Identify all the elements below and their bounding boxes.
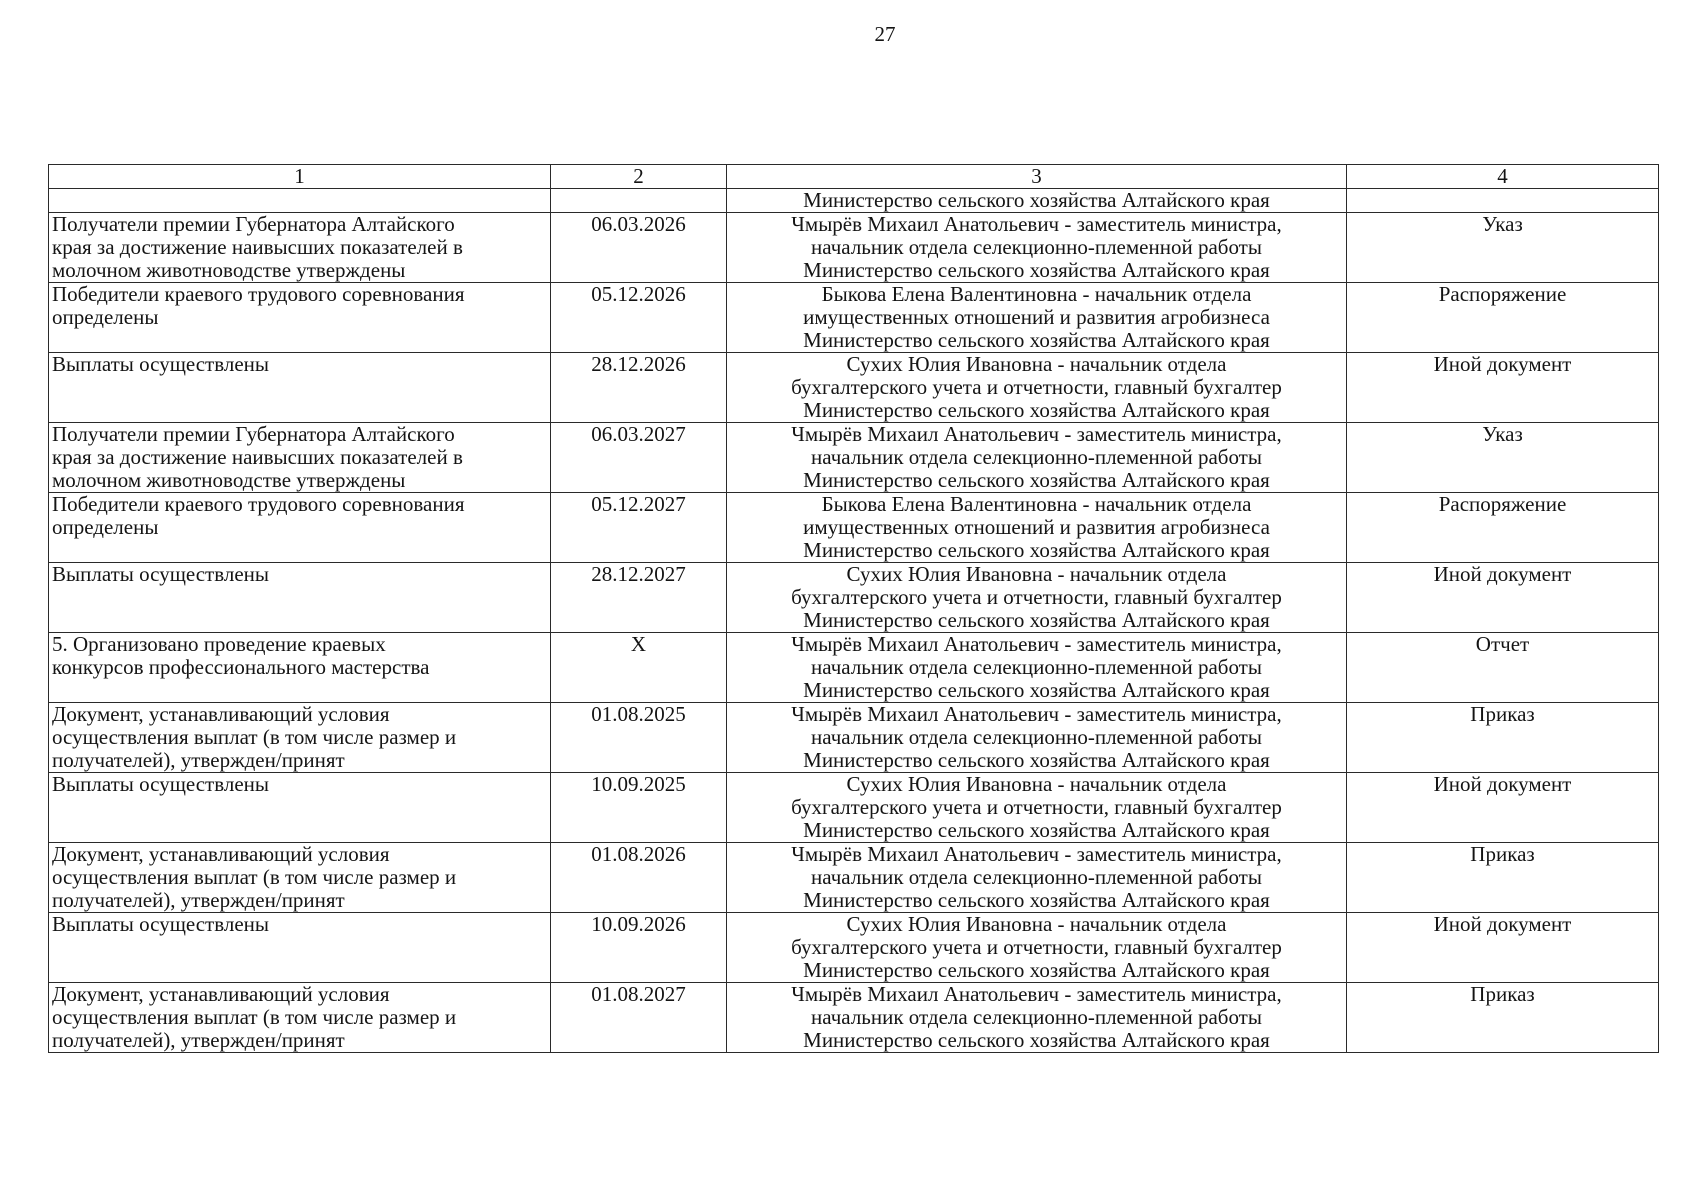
responsible-person-line: начальник отдела селекционно-племенной работы	[811, 865, 1262, 889]
responsible-person-line: Чмырёв Михаил Анатольевич - заместитель министра,	[791, 422, 1282, 446]
document-type-cell: Приказ	[1347, 703, 1659, 773]
responsible-person-cell	[727, 913, 1347, 983]
event-description-line: Выплаты осуществлены	[52, 352, 270, 376]
event-description-line: осуществления выплат (в том числе размер и	[52, 1005, 457, 1029]
event-description-cell	[49, 563, 551, 633]
column-header-1: 1	[49, 165, 551, 189]
document-type-cell: Указ	[1347, 213, 1659, 283]
event-description-cell	[49, 703, 551, 773]
responsible-person-line: Чмырёв Михаил Анатольевич - заместитель министра,	[791, 842, 1282, 866]
date-cell: 01.08.2025	[551, 703, 727, 773]
date-cell: X	[551, 633, 727, 703]
event-description-cell	[49, 913, 551, 983]
event-description-line: края за достижение наивысших показателей в	[52, 235, 463, 259]
date-cell: 05.12.2026	[551, 283, 727, 353]
responsible-person-line: имущественных отношений и развития агробизнеса	[803, 515, 1270, 539]
table-row	[49, 913, 1659, 983]
document-type-cell: Отчет	[1347, 633, 1659, 703]
date-cell: 10.09.2026	[551, 913, 727, 983]
table-body	[49, 189, 1659, 1053]
responsible-person-line: Министерство сельского хозяйства Алтайского края	[803, 748, 1270, 772]
table-row	[49, 773, 1659, 843]
responsible-person-line: начальник отдела селекционно-племенной работы	[811, 1005, 1262, 1029]
event-description-line: молочном животноводстве утверждены	[52, 468, 406, 492]
event-description-cell	[49, 283, 551, 353]
event-description-line: получателей), утвержден/принят	[52, 748, 345, 772]
date-cell	[551, 189, 727, 213]
responsible-person-line: Сухих Юлия Ивановна - начальник отдела	[846, 562, 1227, 586]
document-type-cell: Приказ	[1347, 843, 1659, 913]
responsible-person-line: бухгалтерского учета и отчетности, главный бухгалтер	[791, 585, 1282, 609]
event-description-line: получателей), утвержден/принят	[52, 1028, 345, 1052]
event-description-line: молочном животноводстве утверждены	[52, 258, 406, 282]
responsible-person-line: бухгалтерского учета и отчетности, главный бухгалтер	[791, 935, 1282, 959]
responsible-person-line: Министерство сельского хозяйства Алтайского края	[803, 678, 1270, 702]
document-type-cell: Распоряжение	[1347, 283, 1659, 353]
responsible-person-line: Министерство сельского хозяйства Алтайского края	[803, 328, 1270, 352]
responsible-person-line: Чмырёв Михаил Анатольевич - заместитель министра,	[791, 702, 1282, 726]
date-cell: 06.03.2026	[551, 213, 727, 283]
event-description-line: Выплаты осуществлены	[52, 912, 270, 936]
responsible-person-line: Министерство сельского хозяйства Алтайского края	[803, 818, 1270, 842]
responsible-person-line: Быкова Елена Валентиновна - начальник отдела	[821, 282, 1252, 306]
table-row	[49, 213, 1659, 283]
responsible-person-cell	[727, 213, 1347, 283]
document-type-cell: Иной документ	[1347, 913, 1659, 983]
responsible-person-line: Сухих Юлия Ивановна - начальник отдела	[846, 352, 1227, 376]
responsible-person-line: Министерство сельского хозяйства Алтайского края	[803, 398, 1270, 422]
responsible-person-line: начальник отдела селекционно-племенной работы	[811, 235, 1262, 259]
responsible-person-cell	[727, 493, 1347, 563]
event-description-line: Получатели премии Губернатора Алтайского	[52, 422, 455, 446]
responsible-person-line: Министерство сельского хозяйства Алтайского края	[803, 468, 1270, 492]
event-description-line: Получатели премии Губернатора Алтайского	[52, 212, 455, 236]
event-description-cell	[49, 353, 551, 423]
responsible-person-line: бухгалтерского учета и отчетности, главный бухгалтер	[791, 795, 1282, 819]
responsible-person-line: начальник отдела селекционно-племенной работы	[811, 655, 1262, 679]
table-row	[49, 353, 1659, 423]
event-description-line: получателей), утвержден/принят	[52, 888, 345, 912]
table-row	[49, 983, 1659, 1053]
document-type-cell: Иной документ	[1347, 773, 1659, 843]
document-type-cell: Иной документ	[1347, 563, 1659, 633]
event-description-line: 5. Организовано проведение краевых	[52, 632, 386, 656]
table-header-row	[49, 165, 1659, 189]
event-description-cell	[49, 983, 551, 1053]
responsible-person-line: Сухих Юлия Ивановна - начальник отдела	[846, 912, 1227, 936]
document-type-cell: Иной документ	[1347, 353, 1659, 423]
responsible-person-line: Министерство сельского хозяйства Алтайского края	[803, 958, 1270, 982]
date-cell: 01.08.2027	[551, 983, 727, 1053]
responsible-person-cell	[727, 703, 1347, 773]
responsible-person-line: Чмырёв Михаил Анатольевич - заместитель министра,	[791, 982, 1282, 1006]
event-description-line: края за достижение наивысших показателей в	[52, 445, 463, 469]
table-row	[49, 423, 1659, 493]
date-cell: 28.12.2026	[551, 353, 727, 423]
plan-table	[48, 164, 1659, 1053]
responsible-person-cell	[727, 983, 1347, 1053]
event-description-line: Документ, устанавливающий условия	[52, 702, 390, 726]
table-row	[49, 703, 1659, 773]
event-description-line: Победители краевого трудового соревнования	[52, 492, 465, 516]
date-cell: 10.09.2025	[551, 773, 727, 843]
responsible-person-line: Быкова Елена Валентиновна - начальник отдела	[821, 492, 1252, 516]
document-type-cell	[1347, 189, 1659, 213]
table-row	[49, 189, 1659, 213]
event-description-line: осуществления выплат (в том числе размер и	[52, 865, 457, 889]
responsible-person-cell	[727, 843, 1347, 913]
event-description-line: Документ, устанавливающий условия	[52, 842, 390, 866]
event-description-cell	[49, 423, 551, 493]
document-type-cell: Приказ	[1347, 983, 1659, 1053]
event-description-line: Выплаты осуществлены	[52, 772, 270, 796]
event-description-line: определены	[52, 515, 159, 539]
event-description-line: Документ, устанавливающий условия	[52, 982, 390, 1006]
event-description-line: Победители краевого трудового соревнования	[52, 282, 465, 306]
responsible-person-line: Министерство сельского хозяйства Алтайского края	[803, 1028, 1270, 1052]
event-description-cell	[49, 213, 551, 283]
event-description-line: осуществления выплат (в том числе размер и	[52, 725, 457, 749]
event-description-line: Выплаты осуществлены	[52, 562, 270, 586]
event-description-cell	[49, 633, 551, 703]
event-description-line: определены	[52, 305, 159, 329]
date-cell: 01.08.2026	[551, 843, 727, 913]
responsible-person-line: Министерство сельского хозяйства Алтайского края	[803, 188, 1270, 212]
responsible-person-line: Министерство сельского хозяйства Алтайского края	[803, 608, 1270, 632]
table-row	[49, 493, 1659, 563]
date-cell: 28.12.2027	[551, 563, 727, 633]
column-header-2: 2	[551, 165, 727, 189]
responsible-person-line: Министерство сельского хозяйства Алтайского края	[803, 538, 1270, 562]
event-description-line: конкурсов профессионального мастерства	[52, 655, 430, 679]
responsible-person-cell	[727, 423, 1347, 493]
responsible-person-line: имущественных отношений и развития агробизнеса	[803, 305, 1270, 329]
responsible-person-line: начальник отдела селекционно-племенной работы	[811, 725, 1262, 749]
page-number: 27	[874, 22, 896, 46]
responsible-person-line: Министерство сельского хозяйства Алтайского края	[803, 888, 1270, 912]
event-description-cell	[49, 189, 551, 213]
responsible-person-cell	[727, 633, 1347, 703]
responsible-person-cell	[727, 353, 1347, 423]
column-header-3: 3	[727, 165, 1347, 189]
table-row	[49, 563, 1659, 633]
responsible-person-line: Сухих Юлия Ивановна - начальник отдела	[846, 772, 1227, 796]
event-description-cell	[49, 493, 551, 563]
responsible-person-cell	[727, 563, 1347, 633]
responsible-person-line: Чмырёв Михаил Анатольевич - заместитель министра,	[791, 212, 1282, 236]
responsible-person-line: Чмырёв Михаил Анатольевич - заместитель министра,	[791, 632, 1282, 656]
document-type-cell: Распоряжение	[1347, 493, 1659, 563]
responsible-person-line: начальник отдела селекционно-племенной работы	[811, 445, 1262, 469]
document-type-cell: Указ	[1347, 423, 1659, 493]
table-row	[49, 843, 1659, 913]
table-row	[49, 633, 1659, 703]
date-cell: 05.12.2027	[551, 493, 727, 563]
responsible-person-cell	[727, 773, 1347, 843]
date-cell: 06.03.2027	[551, 423, 727, 493]
responsible-person-line: бухгалтерского учета и отчетности, главный бухгалтер	[791, 375, 1282, 399]
event-description-cell	[49, 843, 551, 913]
event-description-cell	[49, 773, 551, 843]
column-header-4: 4	[1347, 165, 1659, 189]
table-row	[49, 283, 1659, 353]
responsible-person-line: Министерство сельского хозяйства Алтайского края	[803, 258, 1270, 282]
responsible-person-cell	[727, 189, 1347, 213]
responsible-person-cell	[727, 283, 1347, 353]
